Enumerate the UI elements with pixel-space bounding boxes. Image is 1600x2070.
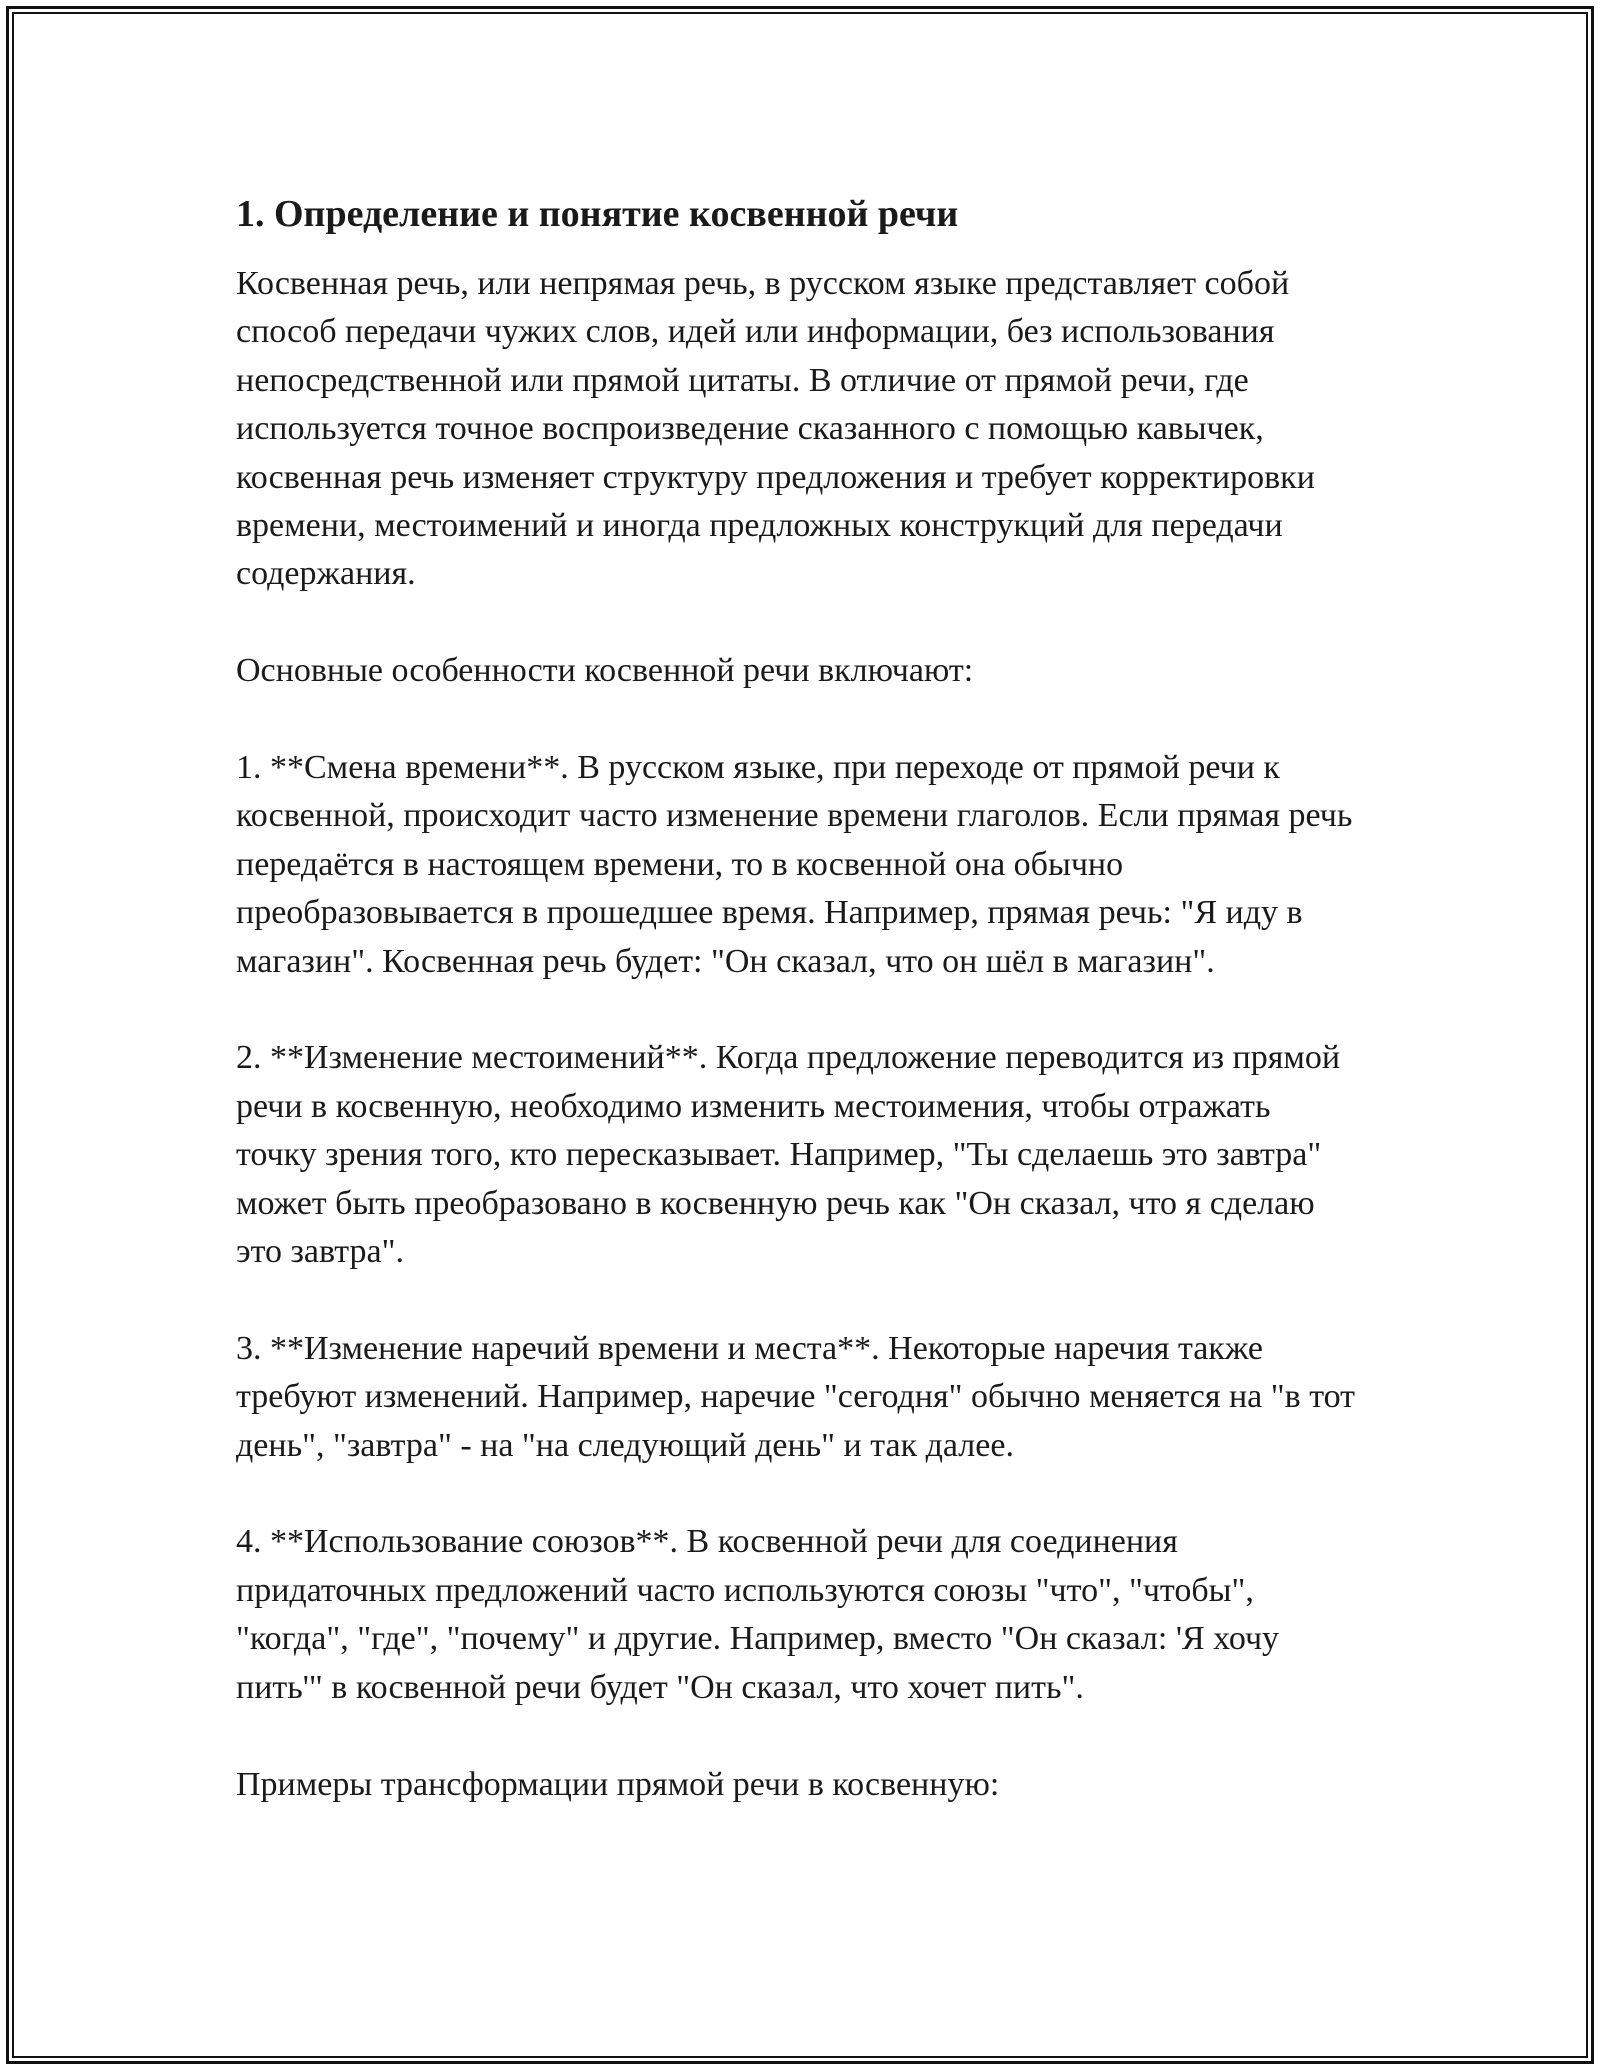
paragraph-definition: Косвенная речь, или непрямая речь, в русском языке представляет собой способ передачи чужих слов, идей или информации, без использования непосредственной или прямой цитаты. В отличие от прямой речи, где используется точное воспроизведение сказанного с помощью кавычек, косвенная речь изменяет структуру предложения и требует корректировки времени, местоимений и иногда предложных конструкций для передачи содержания. xyxy=(236,265,1315,593)
paragraph-tense-change: 1. **Смена времени**. В русском языке, при переходе от прямой речи к косвенной, происходит часто изменение времени глаголов. Если прямая речь передаётся в настоящем времени, то в косвенной она обычно преобразовывается в прошедшее время. Например, прямая речь: "Я иду в магазин". Косвенная речь будет: "Он сказал, что он шёл в магазин". xyxy=(236,749,1353,980)
paragraph-features-intro: Основные особенности косвенной речи включают: xyxy=(236,652,974,690)
document-body xyxy=(236,186,1356,1857)
section-heading: 1. Определение и понятие косвенной речи xyxy=(236,193,959,235)
paragraph-examples-intro: Примеры трансформации прямой речи в косвенную: xyxy=(236,1765,1000,1803)
paragraph-conjunctions: 4. **Использование союзов**. В косвенной речи для соединения придаточных предложений часто используются союзы "что", "чтобы", "когда", "где", "почему" и другие. Например, вместо "Он сказал: 'Я хочу пить'" в косвенной речи будет "Он сказал, что хочет пить". xyxy=(236,1523,1280,1706)
paragraph-pronoun-change: 2. **Изменение местоимений**. Когда предложение переводится из прямой речи в косвенную, необходимо изменить местоимения, чтобы отражать точку зрения того, кто пересказывает. Например, "Ты сделаешь это завтра" может быть преобразовано в косвенную речь как "Он сказал, что я сделаю это завтра". xyxy=(236,1039,1341,1271)
paragraph-adverb-change: 3. **Изменение наречий времени и места**. Некоторые наречия также требуют изменений. Например, наречие "сегодня" обычно меняется на "в тот день", "завтра" - на "на следующий день" и так далее. xyxy=(236,1329,1356,1464)
